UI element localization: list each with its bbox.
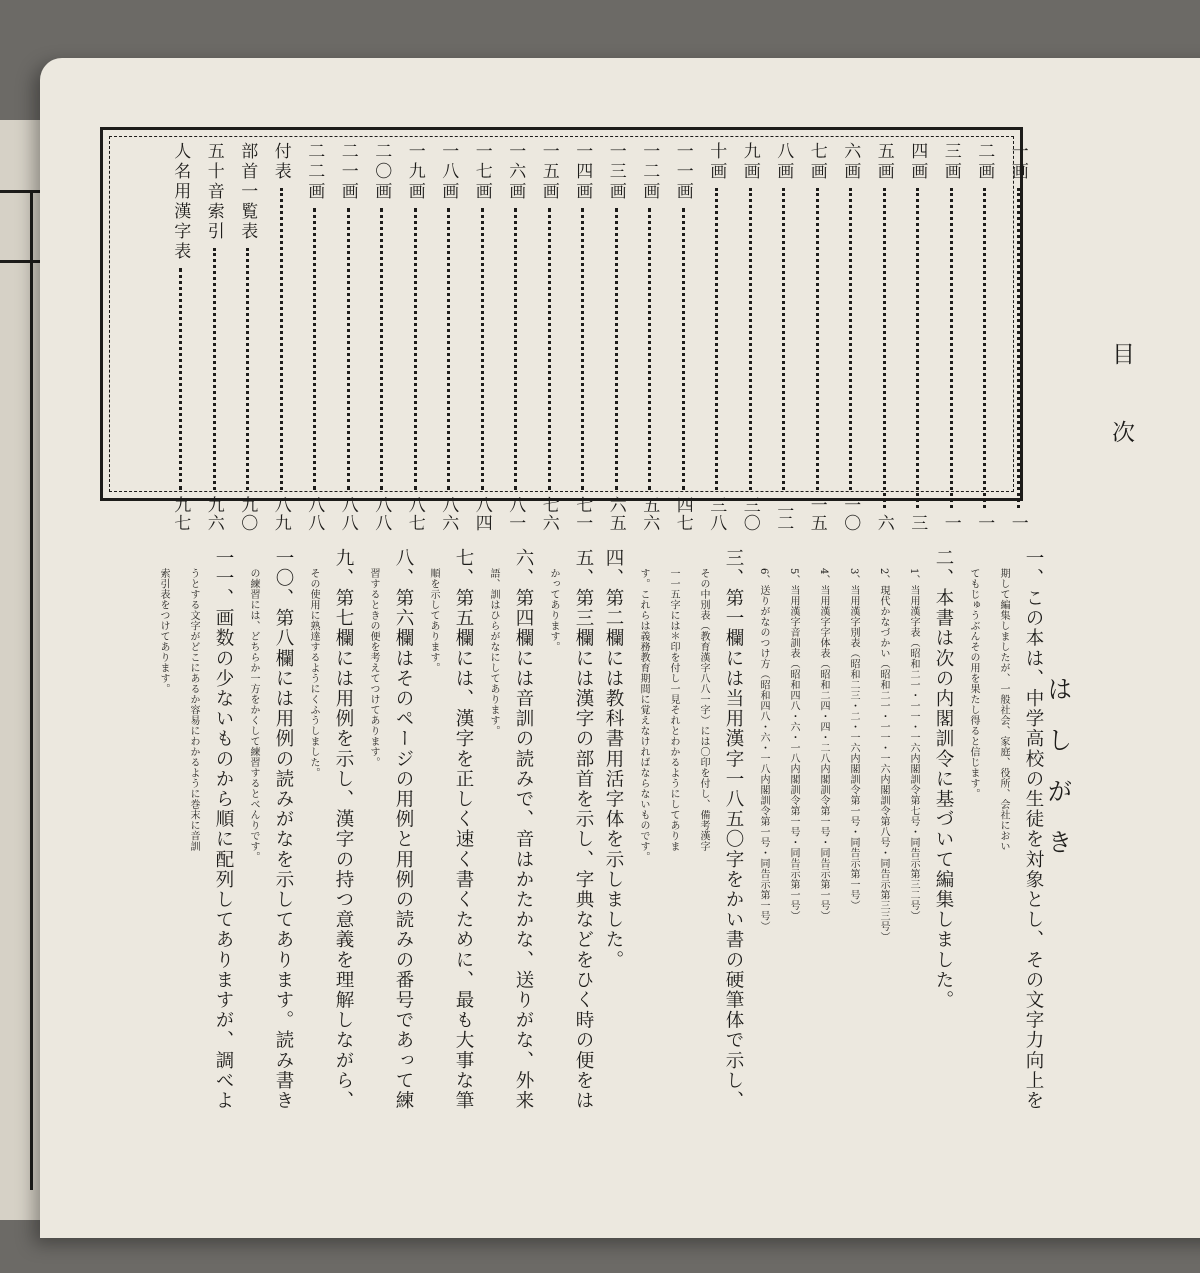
toc-entry-page: 八八: [371, 496, 392, 532]
toc-entry: [600, 142, 634, 532]
preface-line: 九、第七欄には用例を示し、漢字の持つ意義を理解しながら、: [333, 548, 354, 1111]
preface-line: 習するときの便を考えてつけてあります。: [368, 568, 379, 768]
toc-leader-dots: [548, 208, 551, 490]
preface-line: 索引表をつけてあります。: [158, 568, 169, 694]
preface-line: 一一五字には＊印を付し一見それとわかるようにしてありま: [668, 568, 679, 852]
toc-leader-dots: [347, 208, 350, 490]
preface-line: 八、第六欄はそのページの用例と用例の読みの番号であって練: [393, 548, 414, 1111]
toc-entry: [332, 142, 366, 532]
toc-entry: [399, 142, 433, 532]
toc-entry: [801, 142, 835, 532]
preface-line: 五、第三欄には漢字の部首を示し、字典などをひく時の便をは: [573, 548, 594, 1111]
toc-entry-page: 一: [974, 514, 995, 532]
toc-entry: [1002, 142, 1036, 532]
toc-entry-label: 一八画: [438, 142, 459, 202]
toc-entry-label: 四画: [907, 142, 928, 182]
toc-entry-label: 八画: [773, 142, 794, 182]
toc-entry: [968, 142, 1002, 532]
toc-entry-page: 四七: [672, 496, 693, 532]
toc-leader-dots: [280, 188, 283, 490]
toc-leader-dots: [883, 188, 886, 508]
toc-leader-dots: [715, 188, 718, 490]
toc-entry-label: 九画: [739, 142, 760, 182]
toc-entry: [265, 142, 299, 532]
grid-line: [30, 190, 33, 1190]
toc-entry-label: 一七画: [471, 142, 492, 202]
toc-entry-page: 五六: [639, 496, 660, 532]
toc-entry-label: 二二画: [304, 142, 325, 202]
toc-leader-dots: [983, 188, 986, 508]
toc-entry: [633, 142, 667, 532]
toc-leader-dots: [816, 188, 819, 490]
preface-line: 期して編集しましたが、一般社会、家庭、役所、会社におい: [998, 568, 1009, 852]
preface-line: 四、第二欄には教科書用活字体を示しました。: [603, 548, 624, 971]
toc-entry-label: 七画: [806, 142, 827, 182]
toc-entry: [700, 142, 734, 532]
preface-line: 七、第五欄には、漢字を正しく速く書くために、最も大事な筆: [453, 548, 474, 1111]
toc-entry-label: 一四画: [572, 142, 593, 202]
toc-entry-label: 三画: [940, 142, 961, 182]
toc-leader-dots: [615, 208, 618, 490]
toc-entry: [533, 142, 567, 532]
toc-entry: [432, 142, 466, 532]
preface-line: 一〇、第八欄には用例の読みがなを示してあります。読み書き: [273, 548, 294, 1111]
toc-entry-label: 一六画: [505, 142, 526, 202]
toc-entry-label: 部首一覧表: [237, 142, 258, 242]
toc-entry: [566, 142, 600, 532]
toc-entry-label: 一一画: [672, 142, 693, 202]
toc-entry-page: 九〇: [237, 496, 258, 532]
toc-list: [135, 142, 1035, 532]
toc-entry: [767, 142, 801, 532]
toc-entry-page: 八八: [337, 496, 358, 532]
toc-entry-label: 二〇画: [371, 142, 392, 202]
toc-entry: [198, 142, 232, 532]
toc-entry-page: 九七: [170, 496, 191, 532]
toc-leader-dots: [782, 188, 785, 490]
toc-entry: [466, 142, 500, 532]
toc-leader-dots: [749, 188, 752, 490]
toc-entry-page: 三: [907, 514, 928, 532]
toc-entry: [734, 142, 768, 532]
preface-line: うとする文字がどこにあるか容易にわかるように巻末に音訓: [188, 568, 199, 852]
preface-line: 3、当用漢字別表（昭和二三・二・一六内閣訓令第一号・同告示第一号）: [848, 568, 859, 911]
preface-line: 六、第四欄には音訓の読みで、音はかたかな、送りがな、外来: [513, 548, 534, 1111]
toc-entry-page: 一〇: [840, 496, 861, 532]
preface-line: 二、本書は次の内閣訓令に基づいて編集しました。: [933, 548, 954, 1011]
toc-leader-dots: [313, 208, 316, 490]
toc-entry-label: 付表: [270, 142, 291, 182]
toc-entry-page: 六: [873, 514, 894, 532]
toc-leader-dots: [950, 188, 953, 508]
toc-entry-page: 八四: [471, 496, 492, 532]
toc-leader-dots: [179, 268, 182, 490]
toc-entry: [868, 142, 902, 532]
toc-leader-dots: [916, 188, 919, 508]
toc-entry: [935, 142, 969, 532]
toc-entry-label: 十画: [706, 142, 727, 182]
toc-entry-label: 二画: [974, 142, 995, 182]
toc-entry-page: 二二: [773, 496, 794, 532]
toc-entry-label: 六画: [840, 142, 861, 182]
toc-entry-page: 三八: [706, 496, 727, 532]
preface-line: てもじゅうぶんその用を果たし得ると信じます。: [968, 568, 979, 799]
toc-entry: [365, 142, 399, 532]
preface-line: 一、この本は、中学高校の生徒を対象とし、その文字力向上を: [1023, 548, 1044, 1111]
toc-leader-dots: [213, 248, 216, 490]
preface-line: 三、第一欄には当用漢字一八五〇字をかい書の硬筆体で示し、: [723, 548, 744, 1111]
toc-entry-label: 五十音索引: [203, 142, 224, 242]
toc-entry: [231, 142, 265, 532]
toc-entry-page: 六五: [605, 496, 626, 532]
toc-title: 目次: [1108, 342, 1134, 498]
toc-entry-page: 九六: [203, 496, 224, 532]
preface-line: 5、当用漢字音訓表（昭和四八・六・一八内閣訓令第一号・同告示第一号）: [788, 568, 799, 922]
toc-entry: [834, 142, 868, 532]
toc-leader-dots: [682, 208, 685, 490]
toc-leader-dots: [380, 208, 383, 490]
preface-line: その中別表（教育漢字八八一字）には〇印を付し、備考漢字: [698, 568, 709, 852]
toc-leader-dots: [481, 208, 484, 490]
preface-line: 1、当用漢字表（昭和二一・一一・一六内閣訓令第七号・同告示第三二号）: [908, 568, 919, 922]
toc-entry-page: 八一: [505, 496, 526, 532]
toc-leader-dots: [447, 208, 450, 490]
toc-leader-dots: [1017, 188, 1020, 508]
preface-body: [148, 548, 1048, 1253]
toc-entry-page: 一: [940, 514, 961, 532]
toc-entry-page: 一: [1007, 514, 1028, 532]
preface-line: す。これらは義務教育期間に覚えなければならないものです。: [638, 568, 649, 862]
toc-entry-page: 一五: [806, 496, 827, 532]
toc-entry: [164, 142, 198, 532]
preface-line: 2、現代かなづかい（昭和二一・一一・一六内閣訓令第八号・同告示第三三号）: [878, 568, 889, 943]
toc-entry: [298, 142, 332, 532]
toc-leader-dots: [581, 208, 584, 490]
toc-entry: [499, 142, 533, 532]
preface-title: はしがき: [1044, 676, 1073, 880]
toc-entry-page: 八九: [270, 496, 291, 532]
toc-leader-dots: [414, 208, 417, 490]
preface-line: 順を示してあります。: [428, 568, 439, 673]
preface-line: かってあります。: [548, 568, 559, 652]
preface-line: 語、訓はひらがなにしてあります。: [488, 568, 499, 736]
toc-entry-page: 八六: [438, 496, 459, 532]
toc-entry-page: 八八: [304, 496, 325, 532]
toc-entry-label: 五画: [873, 142, 894, 182]
preface-line: 4、当用漢字字体表（昭和二四・四・二八内閣訓令第一号・同告示第一号）: [818, 568, 829, 922]
preface-line: 6、送りがなのつけ方（昭和四八・六・一八内閣訓令第一号・同告示第一号）: [758, 568, 769, 932]
toc-entry-page: 八七: [404, 496, 425, 532]
toc-entry-page: 七六: [538, 496, 559, 532]
toc-entry-label: 一三画: [605, 142, 626, 202]
toc-entry-label: 二一画: [337, 142, 358, 202]
toc-entry-label: 一二画: [639, 142, 660, 202]
toc-entry-label: 一五画: [538, 142, 559, 202]
toc-entry-label: 人名用漢字表: [170, 142, 191, 262]
preface-line: 一一、画数の少ないものから順に配列してありますが、調べよ: [213, 548, 234, 1111]
toc-entry-label: 一九画: [404, 142, 425, 202]
toc-entry: [901, 142, 935, 532]
toc-entry-page: 三〇: [739, 496, 760, 532]
preface-line: その使用に熟達するようにくふうしました。: [308, 568, 319, 778]
toc-leader-dots: [246, 248, 249, 490]
toc-leader-dots: [648, 208, 651, 490]
toc-entry-page: 七一: [572, 496, 593, 532]
toc-leader-dots: [514, 208, 517, 490]
toc-leader-dots: [849, 188, 852, 490]
toc-entry-label: 一画: [1007, 142, 1028, 182]
preface-line: の練習には、どちらか一方をかくして練習するとべんりです。: [248, 568, 259, 862]
book-page: [40, 58, 1200, 1238]
toc-entry: [667, 142, 701, 532]
